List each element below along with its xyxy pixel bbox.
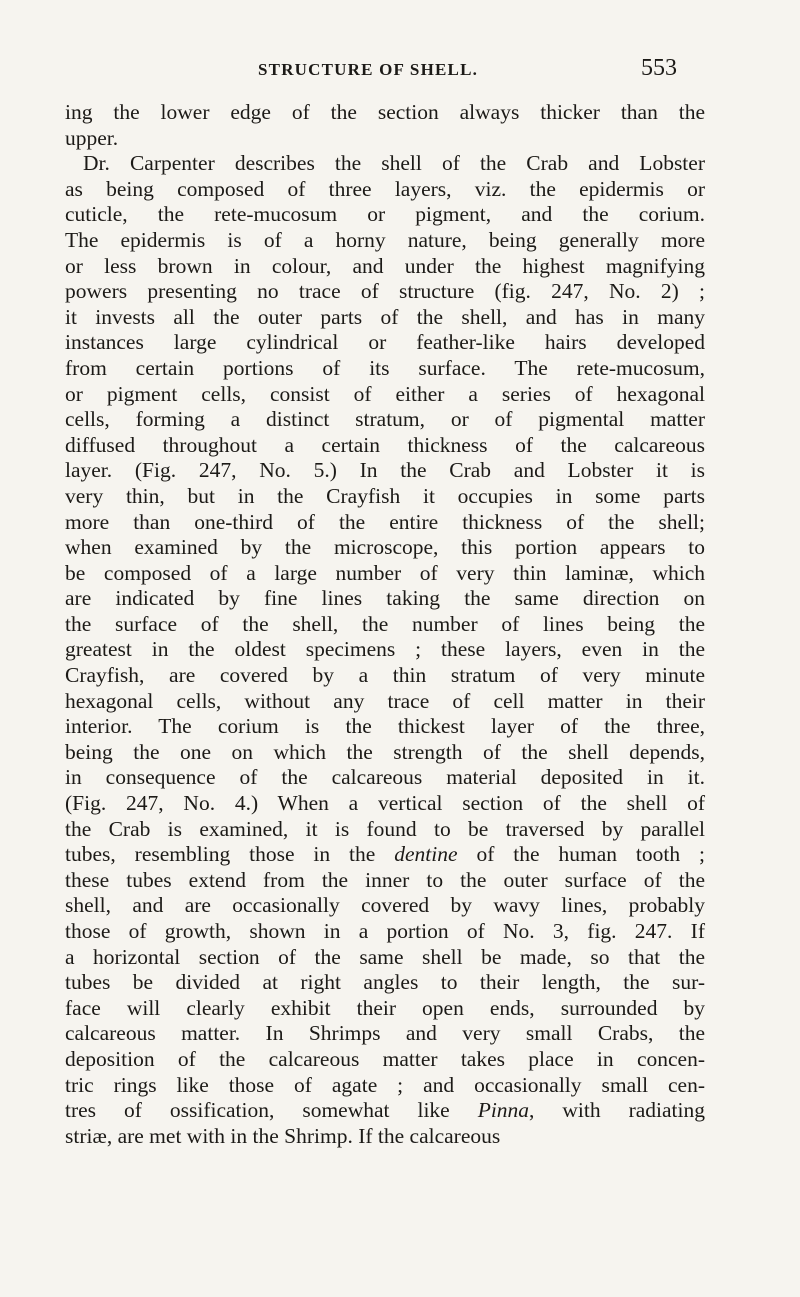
text-line: the surface of the shell, the number of lines being the: [65, 611, 705, 636]
text-line: calcareous matter. In Shrimps and very small Crabs, the: [65, 1021, 705, 1046]
text-line: diffused throughout a certain thickness of the calcareous: [65, 432, 705, 457]
text-line: be composed of a large number of very thin laminæ, which: [65, 560, 705, 585]
italic-term: dentine: [394, 842, 458, 867]
body-text: [65, 100, 705, 1149]
text-line: hexagonal cells, without any trace of cell matter in their: [65, 688, 705, 713]
text-line: these tubes extend from the inner to the outer surface of the: [65, 867, 705, 892]
italic-term: Pinna: [477, 1098, 530, 1123]
text-line: upper.: [65, 125, 119, 150]
text-segment: tubes, resembling those in the: [65, 842, 395, 867]
text-line: The epidermis is of a horny nature, being generally more: [65, 227, 705, 252]
page-number: 553: [641, 55, 677, 81]
text-line: greatest in the oldest specimens ; these layers, even in the: [65, 637, 705, 662]
text-line: instances large cylindrical or feather-like hairs developed: [65, 330, 705, 355]
text-line: layer. (Fig. 247, No. 5.) In the Crab and Lobster it is: [65, 458, 705, 483]
text-line: those of growth, shown in a portion of No. 3, fig. 247. If: [65, 919, 705, 943]
text-line: cells, forming a distinct stratum, or of pigmental matter: [65, 407, 705, 432]
text-line: ing the lower edge of the section always thicker than the: [65, 100, 705, 124]
text-line: when examined by the microscope, this portion appears to: [65, 535, 705, 560]
text-line: face will clearly exhibit their open ends, surrounded by: [65, 995, 705, 1020]
text-line: are indicated by fine lines taking the same direction on: [65, 586, 705, 611]
text-line: [65, 842, 705, 868]
text-line: Dr. Carpenter describes the shell of the Crab and Lobster: [83, 151, 705, 176]
text-line: it invests all the outer parts of the shell, and has in many: [65, 304, 705, 329]
text-line: or pigment cells, consist of either a series of hexagonal: [65, 381, 705, 406]
text-line: Crayfish, are covered by a thin stratum of very minute: [65, 663, 705, 688]
text-line: cuticle, the rete-mucosum or pigment, and the corium.: [65, 202, 705, 227]
text-line: [65, 1098, 705, 1124]
text-line: a horizontal section of the same shell be made, so that the: [65, 944, 705, 969]
text-segment: tres of ossification, somewhat like: [65, 1098, 478, 1123]
text-line: powers presenting no trace of structure (fig. 247, No. 2) ;: [65, 279, 705, 304]
running-title: STRUCTURE OF SHELL.: [258, 60, 479, 79]
text-line: as being composed of three layers, viz. the epidermis or: [65, 176, 705, 201]
text-line: in consequence of the calcareous material deposited in it.: [65, 765, 705, 790]
text-line: from certain portions of its surface. The rete-mucosum,: [65, 355, 705, 380]
text-line: the Crab is examined, it is found to be traversed by parallel: [65, 816, 705, 841]
text-line: interior. The corium is the thickest layer of the three,: [65, 714, 705, 739]
text-line: deposition of the calcareous matter takes place in concen-: [65, 1046, 705, 1071]
text-line: very thin, but in the Crayfish it occupies in some parts: [65, 483, 705, 508]
text-line: (Fig. 247, No. 4.) When a vertical section of the shell of: [65, 791, 705, 816]
text-segment: , with radiating: [529, 1098, 705, 1123]
text-line: striæ, are met with in the Shrimp. If the calcareous: [65, 1123, 501, 1148]
text-line: tubes be divided at right angles to their length, the sur-: [65, 970, 705, 995]
text-line: tric rings like those of agate ; and occasionally small cen-: [65, 1072, 705, 1097]
running-head: [0, 55, 800, 88]
text-line: more than one-third of the entire thickness of the shell;: [65, 509, 705, 534]
text-line: shell, and are occasionally covered by wavy lines, probably: [65, 893, 705, 918]
text-line: or less brown in colour, and under the highest magnifying: [65, 253, 705, 278]
text-segment: of the human tooth ;: [457, 842, 705, 867]
text-line: being the one on which the strength of the shell depends,: [65, 739, 705, 764]
